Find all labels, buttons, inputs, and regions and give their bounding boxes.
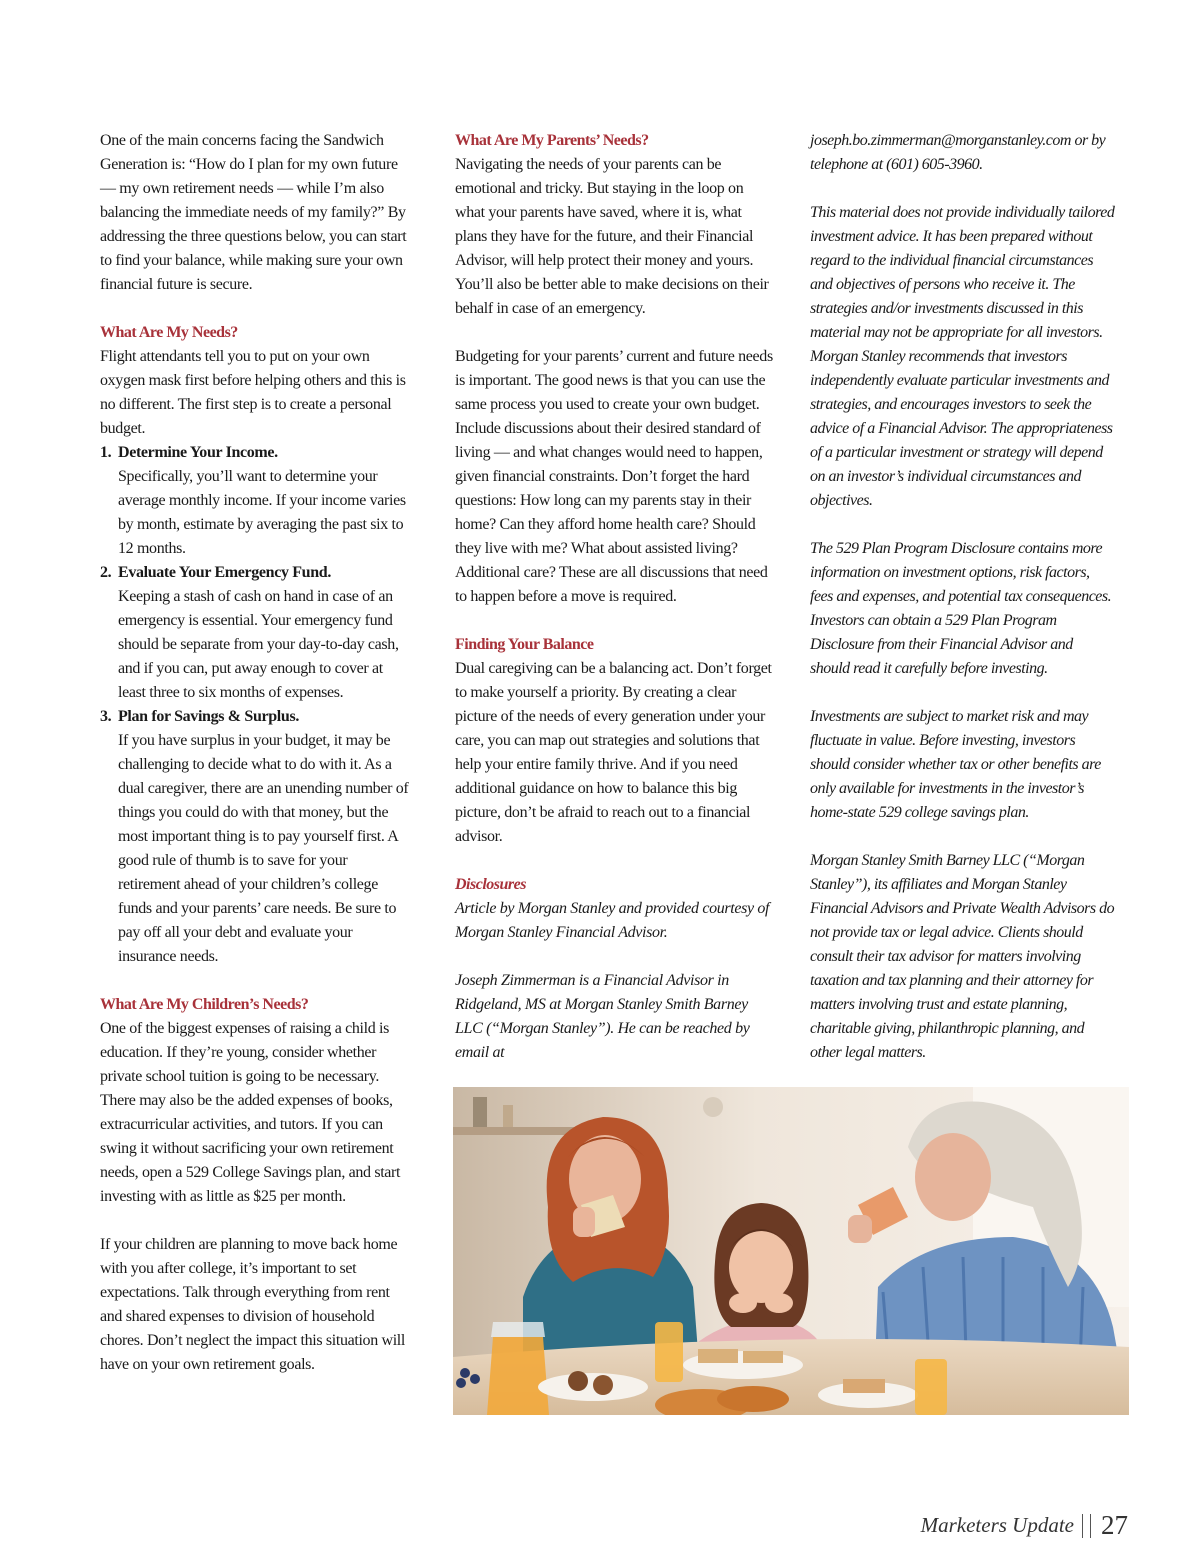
column-2: [455, 129, 773, 1065]
step-number: 2.: [100, 564, 112, 581]
list-item: [100, 705, 412, 969]
page-number: 27: [1101, 1510, 1128, 1540]
childrens-needs-paragraph-1: One of the biggest expenses of raising a child is education. If they’re young, consider whether private school tuition is going to be necessary. There may also be the added expenses of books, extracurricular activities, and tutors. If you can swing it without sacrificing your own retirement needs, open a 529 College Savings plan, and start investing with as little as $25 per month.: [100, 1020, 401, 1205]
step-title: Evaluate Your Emergency Fund.: [118, 564, 331, 581]
parents-needs-paragraph-2: Budgeting for your parents’ current and future needs is important. The good news is that you can use the same process you used to create your own budget. Include discussions about their desired standard of living — and what changes would need to happen, given financial constraints. Don’t forget the hard questions: How long can my parents stay in their home? Can they afford home health care? Should they live with me? What about assisted living? Additional care? These are all discussions that need to happen before a move is required.: [455, 348, 773, 605]
step-title: Determine Your Income.: [118, 444, 278, 461]
heading-my-needs: What Are My Needs?: [100, 324, 238, 341]
footer-divider: [1082, 1514, 1091, 1538]
childrens-needs-paragraph-2: If your children are planning to move back home with you after college, it’s important to set expectations. Talk through everything from rent and shared expenses to division of household chores. Don’t neglect the impact this situation will have on your own retirement goals.: [100, 1236, 405, 1373]
step-text: If you have surplus in your budget, it may be challenging to decide what to do with it. As a dual caregiver, there are an unending number of things you could do with that money, but the most important thing is to pay yourself first. A good rule of thumb is to save for your retirement ahead of your children’s college funds and your parents’ care needs. Be sure to pay off all your debt and evaluate your insurance needs.: [118, 732, 409, 965]
step-title: Plan for Savings & Surplus.: [118, 708, 299, 725]
heading-disclosures: Disclosures: [455, 876, 526, 893]
contact-info: joseph.bo.zimmerman@morganstanley.com or by telephone at (601) 605-3960.: [810, 132, 1106, 173]
finding-balance-paragraph: Dual caregiving can be a balancing act. Don’t forget to make yourself a priority. By creating a clear picture of the needs of every generation under your care, you can map out strategies and solutions that help your entire family thrive. And if you need additional guidance on how to balance this big picture, don’t be afraid to reach out to a financial advisor.: [455, 660, 772, 845]
heading-finding-balance: Finding Your Balance: [455, 636, 594, 653]
family-breakfast-photo: [453, 1087, 1129, 1415]
disclaimer-paragraph-1: This material does not provide individually tailored investment advice. It has been prepared without regard to the individual financial circumstances and objectives of persons who receive it. The strategies and/or investments discussed in this material may not be appropriate for all investors. Morgan Stanley recommends that investors independently evaluate particular investments and strategies, and encourages investors to seek the advice of a Financial Advisor. The appropriateness of a particular investment or strategy will depend on an investor’s individual circumstances and objectives.: [810, 204, 1115, 509]
disclaimer-paragraph-3: Investments are subject to market risk and may fluctuate in value. Before investing, investors should consider whether tax or other benefits are only available for investments in the investor’s home-state 529 college savings plan.: [810, 708, 1101, 821]
budget-steps-list: [100, 441, 412, 969]
step-number: 3.: [100, 708, 112, 725]
step-number: 1.: [100, 444, 112, 461]
disclosures-paragraph-1: Article by Morgan Stanley and provided courtesy of Morgan Stanley Financial Advisor.: [455, 900, 770, 941]
parents-needs-paragraph-1: Navigating the needs of your parents can be emotional and tricky. But staying in the loop on what your parents have saved, where it is, what plans they have for the future, and their Financial Advisor, will help protect their money and yours. You’ll also be better able to make decisions on their behalf in case of an emergency.: [455, 156, 769, 317]
intro-paragraph: One of the main concerns facing the Sandwich Generation is: “How do I plan for my own future — my own retirement needs — while I’m also balancing the immediate needs of my family?” By addressing the three questions below, you can start to find your balance, while making sure your own financial future is secure.: [100, 132, 407, 293]
disclaimer-paragraph-4: Morgan Stanley Smith Barney LLC (“Morgan Stanley”), its affiliates and Morgan Stanley Financial Advisors and Private Wealth Advisors do not provide tax or legal advice. Clients should consult their tax advisor for matters involving taxation and tax planning and their attorney for matters involving trust and estate planning, charitable giving, philanthropic planning, and other legal matters.: [810, 852, 1115, 1061]
column-1: [100, 129, 412, 1377]
heading-parents-needs: What Are My Parents’ Needs?: [455, 132, 649, 149]
heading-childrens-needs: What Are My Children’s Needs?: [100, 996, 309, 1013]
list-item: [100, 561, 412, 705]
disclosures-paragraph-2: Joseph Zimmerman is a Financial Advisor in Ridgeland, MS at Morgan Stanley Smith Barney LLC (“Morgan Stanley”). He can be reached by email at: [455, 972, 750, 1061]
step-text: Specifically, you’ll want to determine your average monthly income. If your income varies by month, estimate by averaging the past six to 12 months.: [118, 468, 406, 557]
column-3: [810, 129, 1115, 1065]
step-text: Keeping a stash of cash on hand in case of an emergency is essential. Your emergency fund should be separate from your day-to-day cash, and if you can, put away enough to cover at least three to six months of expenses.: [118, 588, 399, 701]
family-breakfast-illustration: [453, 1087, 1129, 1415]
my-needs-paragraph: Flight attendants tell you to put on your own oxygen mask first before helping others and this is no different. The first step is to create a personal budget.: [100, 348, 406, 437]
list-item: [100, 441, 412, 561]
magazine-title: Marketers Update: [920, 1513, 1074, 1537]
page-footer: [921, 1510, 1128, 1541]
disclaimer-paragraph-2: The 529 Plan Program Disclosure contains more information on investment options, risk factors, fees and expenses, and potential tax consequences. Investors can obtain a 529 Plan Program Disclosure from their Financial Advisor and should read it carefully before investing.: [810, 540, 1112, 677]
